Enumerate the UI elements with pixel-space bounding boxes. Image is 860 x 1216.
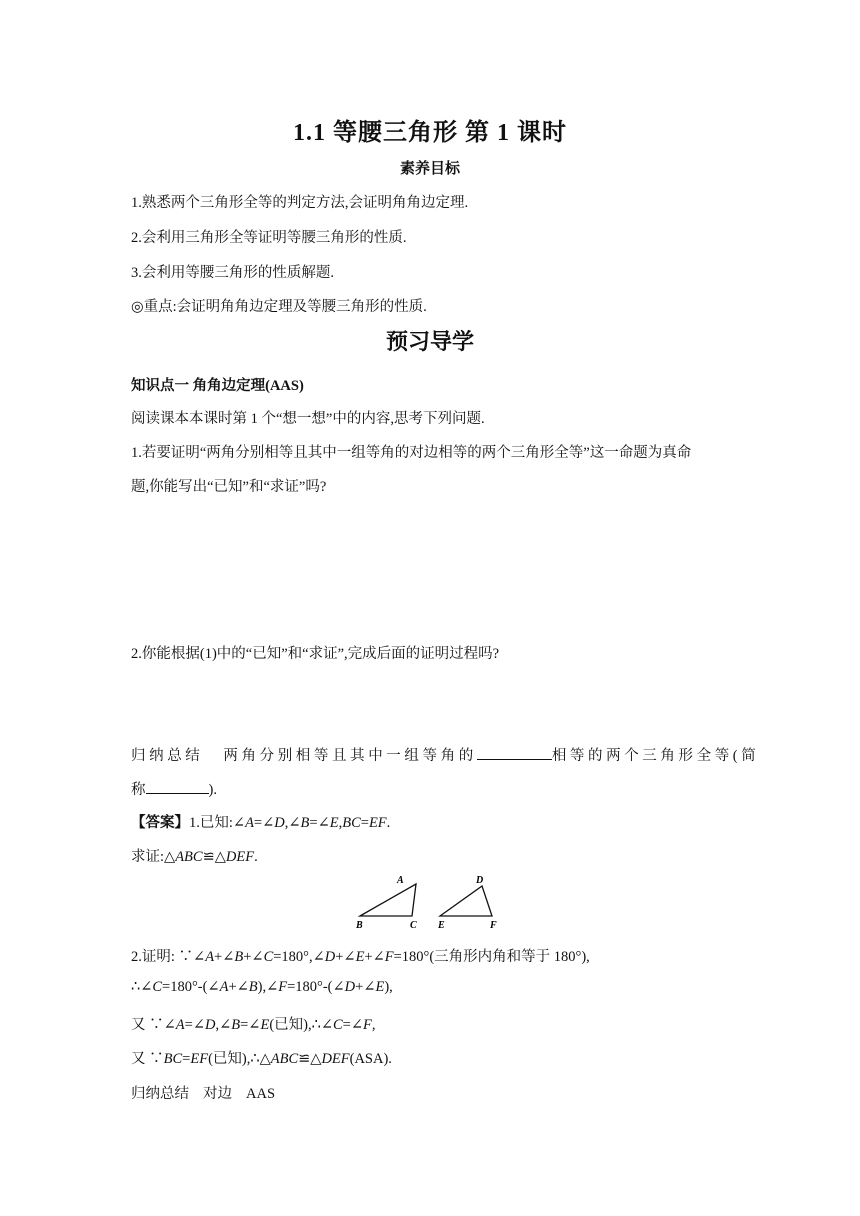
fill-blank[interactable] [477, 745, 552, 760]
answer-summary: 归纳总结 对边 AAS [131, 1086, 276, 1102]
triangle-abc [360, 884, 416, 916]
page-title: 1.1 等腰三角形 第 1 课时 [293, 120, 567, 146]
summary-text: 两角分别相等且其中一组等角的 [223, 748, 477, 764]
proof-line-4: 又 ∵BC=EF(已知),∴△ABC≌△DEF(ASA). [131, 1051, 392, 1067]
objective-key-point: ◎重点:会证明角角边定理及等腰三角形的性质. [131, 299, 427, 315]
answer-label: 【答案】 [131, 815, 189, 831]
triangles-figure [352, 872, 512, 934]
proof-line-3: 又 ∵∠A=∠D,∠B=∠E(已知),∴∠C=∠F, [131, 1017, 376, 1033]
question-2: 2.你能根据(1)中的“已知”和“求证”,完成后面的证明过程吗? [131, 646, 500, 662]
objectives-heading: 素养目标 [399, 161, 460, 177]
fill-blank[interactable] [146, 779, 209, 794]
summary-label: 归纳总结 [131, 748, 204, 764]
triangle-def [440, 886, 492, 916]
label-b: B [356, 920, 363, 931]
objective-item: 3.会利用等腰三角形的性质解题. [131, 265, 334, 281]
label-d: D [476, 875, 484, 886]
label-e: E [438, 920, 445, 931]
intro-text: 阅读课本本课时第 1 个“想一想”中的内容,思考下列问题. [131, 411, 485, 427]
proof-line-2: ∴∠C=180°-(∠A+∠B),∠F=180°-(∠D+∠E), [131, 979, 393, 995]
summary-text: 相等的两个三角形全等(简 [551, 748, 760, 764]
section-heading: 预习导学 [385, 329, 474, 354]
label-a: A [397, 875, 404, 886]
objective-item: 2.会利用三角形全等证明等腰三角形的性质. [131, 230, 407, 246]
proof-line-1: 2.证明: ∵∠A+∠B+∠C=180°,∠D+∠E+∠F=180°(三角形内角和等于 180°), [131, 949, 590, 965]
summary-line-2: 称 ). [131, 778, 217, 799]
label-f: F [490, 920, 497, 931]
question-1-line-2: 题,你能写出“已知”和“求证”吗? [131, 479, 327, 495]
knowledge-point-heading: 知识点一 角角边定理(AAS) [131, 378, 304, 394]
summary-line-1 [131, 744, 759, 765]
label-c: C [410, 920, 417, 931]
answer-given: 【答案】1.已知:∠A=∠D,∠B=∠E,BC=EF. [131, 815, 391, 831]
question-1-line-1: 1.若要证明“两角分别相等且其中一组等角的对边相等的两个三角形全等”这一命题为真命 [131, 445, 692, 461]
objective-item: 1.熟悉两个三角形全等的判定方法,会证明角角边定理. [131, 195, 469, 211]
answer-prove: 求证:△ABC≌△DEF. [131, 849, 258, 865]
